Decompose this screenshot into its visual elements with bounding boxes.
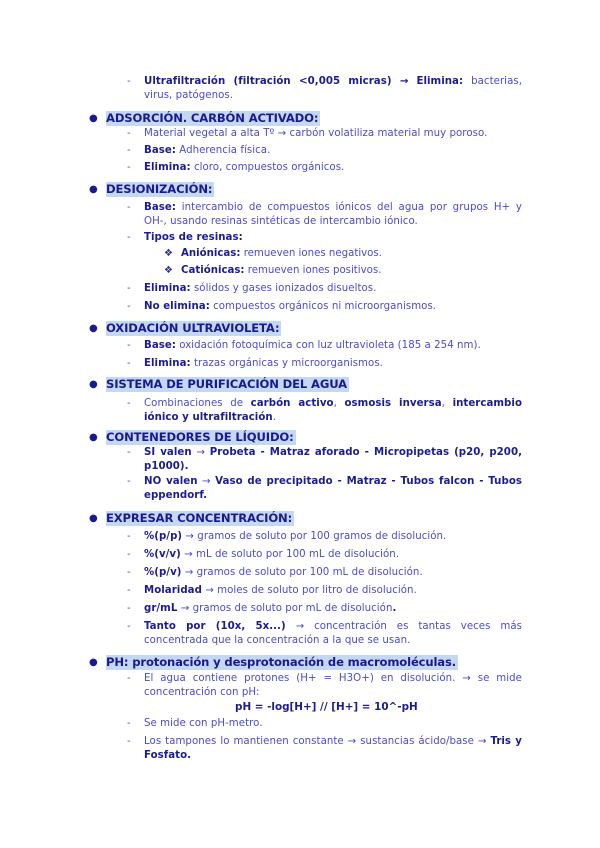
section-concentracion [86, 511, 536, 648]
dash-bullet: - [127, 531, 131, 542]
dash-bullet: - [127, 301, 131, 312]
section-heading [86, 655, 536, 670]
item-text: intercambio de compuestos iónicos del agua por grupos H+ y OH-, usando resinas sintéticas de intercambio iónico. [144, 202, 522, 227]
dash-bullet: - [127, 145, 131, 156]
section-contenedores [86, 430, 536, 503]
diamond-bullet-icon: ❖ [164, 248, 173, 259]
diamond-bullet-icon: ❖ [164, 265, 173, 276]
item-key: osmosis inversa [344, 398, 442, 409]
list-item [86, 530, 536, 544]
item-key: Elimina: [416, 76, 464, 87]
item-key: Tanto por (10x, 5x...) [144, 621, 286, 632]
list-item [86, 397, 536, 425]
dash-bullet: - [127, 340, 131, 351]
dash-bullet: - [127, 76, 131, 87]
item-text: oxidación fotoquímica con luz ultravioleta (185 a 254 nm). [179, 340, 481, 351]
item-text: remueven iones negativos. [243, 248, 382, 259]
list-item [86, 201, 536, 229]
item-text: cloro, compuestos orgánicos. [193, 162, 345, 173]
item-text: Los tampones lo mantienen constante → sustancias ácido/base → [144, 736, 487, 747]
section-heading [86, 377, 536, 392]
dash-bullet: - [127, 398, 131, 409]
heading-text: SISTEMA DE PURIFICACIÓN DEL AGUA [106, 377, 347, 391]
heading-text: ADSORCIÓN. CARBÓN ACTIVADO: [106, 111, 319, 125]
arrow-glyph: → [202, 476, 211, 487]
item-key: gr/mL [144, 603, 178, 614]
item-key: Elimina: [144, 358, 191, 369]
item-text: El agua contiene protones (H+ = H3O+) en disolución. → se mide concentración con pH: [144, 673, 522, 698]
item-key: intercambio iónico y ultrafiltración [144, 398, 522, 423]
item-key: %(p/p) [144, 531, 183, 542]
list-item [86, 339, 536, 353]
item-key: SI valen [144, 447, 192, 458]
item-key: NO valen [144, 476, 198, 487]
list-item [86, 357, 536, 371]
item-key: Probeta - Matraz aforado - Micropipetas (p20, p200, p1000). [144, 447, 523, 472]
heading-text: OXIDACIÓN ULTRAVIOLETA: [106, 321, 280, 335]
list-item [86, 300, 536, 314]
item-key: Catiónicas: [181, 265, 245, 276]
circle-bullet-icon: ● [89, 184, 98, 195]
item-key: %(v/v) [144, 549, 181, 560]
item-key: Base: [144, 202, 176, 213]
section-ultrafiltracion [86, 75, 536, 103]
list-item [86, 282, 536, 296]
item-key: Aniónicas: [181, 248, 241, 259]
item-text: → gramos de soluto por 100 mL de disolución. [184, 567, 423, 578]
section-heading [86, 321, 536, 336]
list-item [86, 717, 536, 731]
section-ph [86, 655, 536, 763]
dash-bullet: - [127, 128, 131, 139]
list-item [86, 475, 536, 503]
item-text: → moles de soluto por litro de disolución. [205, 585, 417, 596]
dash-bullet: - [127, 567, 131, 578]
item-key: Vaso de precipitado - Matraz - Tubos falcon - Tubos eppendorf. [144, 476, 522, 501]
section-heading [86, 430, 536, 445]
list-item [86, 446, 536, 474]
list-item [86, 161, 536, 175]
heading-text: CONTENEDORES DE LÍQUIDO: [106, 430, 294, 444]
dash-bullet: - [127, 549, 131, 560]
item-text: → concentración es tantas veces más concentrada que la concentración a la que se usan. [144, 621, 522, 646]
list-item [86, 144, 536, 158]
circle-bullet-icon: ● [89, 513, 98, 524]
item-key: carbón activo [250, 398, 334, 409]
heading-text: EXPRESAR CONCENTRACIÓN: [106, 511, 293, 525]
dash-bullet: - [127, 232, 131, 243]
list-item [86, 584, 536, 598]
item-text: → mL de soluto por 100 mL de disolución. [184, 549, 400, 560]
dash-bullet: - [127, 673, 131, 684]
list-item [86, 231, 536, 245]
item-key: Base: [144, 145, 176, 156]
item-key: Elimina: [144, 283, 191, 294]
circle-bullet-icon: ● [89, 379, 98, 390]
section-heading [86, 111, 536, 126]
item-key: Elimina: [144, 162, 191, 173]
list-item [86, 127, 536, 141]
item-text: → gramos de soluto por mL de disolución [180, 603, 393, 614]
section-heading [86, 511, 536, 526]
section-desionizacion [86, 182, 536, 314]
list-item [86, 566, 536, 580]
circle-bullet-icon: ● [89, 432, 98, 443]
section-sistema [86, 377, 536, 425]
heading-text: DESIONIZACIÓN: [106, 182, 213, 196]
circle-bullet-icon: ● [89, 323, 98, 334]
dash-bullet: - [127, 585, 131, 596]
list-item [86, 620, 536, 648]
item-text: , [333, 398, 337, 409]
list-item [86, 602, 536, 616]
dash-bullet: - [127, 476, 131, 487]
section-oxidacion [86, 321, 536, 371]
item-text: Se mide con pH-metro. [144, 718, 263, 729]
dash-bullet: - [127, 162, 131, 173]
item-key: . [392, 603, 397, 614]
item-key: Tris y Fosfato. [144, 736, 522, 761]
item-key: Tipos de resinas: [144, 232, 243, 243]
item-text: Material vegetal a alta Tº → carbón volatiliza material muy poroso. [144, 128, 488, 139]
list-item-ultrafiltracion [86, 75, 536, 103]
dash-bullet: - [127, 358, 131, 369]
list-item [86, 672, 536, 700]
item-text: . [272, 412, 276, 423]
item-text: → gramos de soluto por 100 gramos de disolución. [185, 531, 447, 542]
item-text: bacterias, virus, patógenos. [144, 76, 523, 101]
sub-list-item [86, 246, 536, 262]
item-label: Ultrafiltración (filtración <0,005 micras) → [144, 76, 409, 87]
list-item [86, 735, 536, 763]
dash-bullet: - [127, 736, 131, 747]
item-text: sólidos y gases ionizados disueltos. [193, 283, 377, 294]
dash-bullet: - [127, 718, 131, 729]
dash-bullet: - [127, 603, 131, 614]
heading-text: PH: protonación y desprotonación de macromoléculas. [106, 655, 456, 669]
arrow-glyph: → [196, 447, 205, 458]
circle-bullet-icon: ● [89, 657, 98, 668]
item-text: Adherencia física. [179, 145, 271, 156]
item-text: , [441, 398, 445, 409]
list-item [86, 548, 536, 562]
ph-formula: pH = -log[H+] // [H+] = 10^-pH [235, 701, 418, 713]
item-key: No elimina: [144, 301, 210, 312]
dash-bullet: - [127, 621, 131, 632]
item-text: remueven iones positivos. [247, 265, 382, 276]
item-text: trazas orgánicas y microorganismos. [193, 358, 383, 369]
item-text: Combinaciones de [144, 398, 244, 409]
section-heading [86, 182, 536, 197]
sub-list-item [86, 263, 536, 279]
item-key: %(p/v) [144, 567, 182, 578]
item-text: compuestos orgánicos ni microorganismos. [213, 301, 437, 312]
section-adsorcion [86, 111, 536, 175]
circle-bullet-icon: ● [89, 113, 98, 124]
item-key: Base: [144, 340, 176, 351]
item-key: Molaridad [144, 585, 202, 596]
dash-bullet: - [127, 283, 131, 294]
dash-bullet: - [127, 202, 131, 213]
dash-bullet: - [127, 447, 131, 458]
